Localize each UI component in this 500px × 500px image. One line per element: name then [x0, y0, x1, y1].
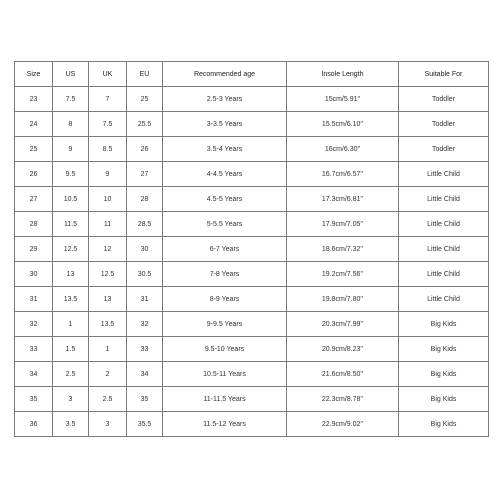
cell-insole-length: 19.8cm/7.80'' [287, 287, 399, 312]
cell-insole-length: 21.6cm/8.50'' [287, 362, 399, 387]
table-row [15, 137, 489, 162]
cell-eu: 28.5 [127, 212, 163, 237]
cell-eu: 26 [127, 137, 163, 162]
cell-us: 11.5 [53, 212, 89, 237]
cell-us: 9 [53, 137, 89, 162]
cell-recommended-age: 11.5-12 Years [163, 412, 287, 437]
cell-recommended-age: 3.5-4 Years [163, 137, 287, 162]
cell-us: 3 [53, 387, 89, 412]
cell-size: 34 [15, 362, 53, 387]
cell-size: 25 [15, 137, 53, 162]
table-row [15, 337, 489, 362]
cell-insole-length: 15cm/5.91'' [287, 87, 399, 112]
cell-eu: 32 [127, 312, 163, 337]
cell-insole-length: 17.3cm/6.81'' [287, 187, 399, 212]
cell-size: 31 [15, 287, 53, 312]
cell-suitable-for: Toddler [399, 112, 489, 137]
table-row [15, 237, 489, 262]
cell-insole-length: 20.9cm/8.23'' [287, 337, 399, 362]
cell-insole-length: 19.2cm/7.56'' [287, 262, 399, 287]
cell-suitable-for: Little Child [399, 212, 489, 237]
cell-size: 29 [15, 237, 53, 262]
cell-uk: 7.5 [89, 112, 127, 137]
cell-suitable-for: Big Kids [399, 387, 489, 412]
cell-uk: 11 [89, 212, 127, 237]
cell-uk: 1 [89, 337, 127, 362]
cell-uk: 9 [89, 162, 127, 187]
cell-insole-length: 20.3cm/7.99'' [287, 312, 399, 337]
cell-eu: 31 [127, 287, 163, 312]
cell-suitable-for: Big Kids [399, 412, 489, 437]
column-header-suitable-for: Suitable For [399, 62, 489, 87]
cell-recommended-age: 8-9 Years [163, 287, 287, 312]
cell-recommended-age: 2.5-3 Years [163, 87, 287, 112]
cell-suitable-for: Little Child [399, 187, 489, 212]
cell-uk: 3 [89, 412, 127, 437]
cell-uk: 2 [89, 362, 127, 387]
table-row [15, 412, 489, 437]
column-header-eu: EU [127, 62, 163, 87]
cell-size: 26 [15, 162, 53, 187]
cell-size: 32 [15, 312, 53, 337]
cell-uk: 8.5 [89, 137, 127, 162]
cell-recommended-age: 7-8 Years [163, 262, 287, 287]
cell-eu: 30 [127, 237, 163, 262]
table-row [15, 187, 489, 212]
cell-recommended-age: 11-11.5 Years [163, 387, 287, 412]
cell-us: 10.5 [53, 187, 89, 212]
cell-us: 1.5 [53, 337, 89, 362]
cell-recommended-age: 6-7 Years [163, 237, 287, 262]
cell-size: 24 [15, 112, 53, 137]
cell-recommended-age: 4.5-5 Years [163, 187, 287, 212]
column-header-recommended-age: Recommended age [163, 62, 287, 87]
cell-eu: 33 [127, 337, 163, 362]
cell-eu: 25.5 [127, 112, 163, 137]
table-row [15, 87, 489, 112]
cell-eu: 35 [127, 387, 163, 412]
table-row [15, 212, 489, 237]
cell-recommended-age: 5-5.5 Years [163, 212, 287, 237]
cell-size: 33 [15, 337, 53, 362]
cell-suitable-for: Big Kids [399, 312, 489, 337]
table-body [15, 87, 489, 437]
cell-insole-length: 17.9cm/7.05'' [287, 212, 399, 237]
cell-insole-length: 16cm/6.30'' [287, 137, 399, 162]
cell-uk: 7 [89, 87, 127, 112]
cell-uk: 12 [89, 237, 127, 262]
table-row [15, 362, 489, 387]
cell-eu: 34 [127, 362, 163, 387]
table-row [15, 262, 489, 287]
table-row [15, 162, 489, 187]
cell-us: 9.5 [53, 162, 89, 187]
table-header-row [15, 62, 489, 87]
cell-us: 13 [53, 262, 89, 287]
cell-us: 7.5 [53, 87, 89, 112]
cell-suitable-for: Big Kids [399, 362, 489, 387]
cell-size: 28 [15, 212, 53, 237]
cell-eu: 28 [127, 187, 163, 212]
column-header-uk: UK [89, 62, 127, 87]
cell-eu: 25 [127, 87, 163, 112]
cell-eu: 35.5 [127, 412, 163, 437]
cell-size: 23 [15, 87, 53, 112]
cell-size: 36 [15, 412, 53, 437]
cell-suitable-for: Little Child [399, 162, 489, 187]
cell-size: 30 [15, 262, 53, 287]
cell-eu: 27 [127, 162, 163, 187]
table-row [15, 312, 489, 337]
column-header-us: US [53, 62, 89, 87]
cell-recommended-age: 9-9.5 Years [163, 312, 287, 337]
cell-us: 12.5 [53, 237, 89, 262]
size-chart-table [14, 61, 489, 437]
table-row [15, 287, 489, 312]
cell-suitable-for: Little Child [399, 237, 489, 262]
cell-size: 27 [15, 187, 53, 212]
cell-insole-length: 22.3cm/8.78'' [287, 387, 399, 412]
cell-suitable-for: Toddler [399, 87, 489, 112]
cell-uk: 2.5 [89, 387, 127, 412]
cell-us: 2.5 [53, 362, 89, 387]
cell-uk: 10 [89, 187, 127, 212]
cell-us: 13.5 [53, 287, 89, 312]
column-header-insole-length: Insole Length [287, 62, 399, 87]
cell-suitable-for: Little Child [399, 287, 489, 312]
cell-us: 8 [53, 112, 89, 137]
cell-insole-length: 16.7cm/6.57'' [287, 162, 399, 187]
cell-insole-length: 18.6cm/7.32'' [287, 237, 399, 262]
cell-suitable-for: Big Kids [399, 337, 489, 362]
cell-suitable-for: Toddler [399, 137, 489, 162]
column-header-size: Size [15, 62, 53, 87]
cell-us: 1 [53, 312, 89, 337]
cell-uk: 13.5 [89, 312, 127, 337]
cell-recommended-age: 10.5-11 Years [163, 362, 287, 387]
cell-recommended-age: 3-3.5 Years [163, 112, 287, 137]
cell-us: 3.5 [53, 412, 89, 437]
table-row [15, 387, 489, 412]
cell-eu: 30.5 [127, 262, 163, 287]
table-row [15, 112, 489, 137]
cell-recommended-age: 4-4.5 Years [163, 162, 287, 187]
cell-size: 35 [15, 387, 53, 412]
cell-uk: 12.5 [89, 262, 127, 287]
cell-recommended-age: 9.5-10 Years [163, 337, 287, 362]
cell-uk: 13 [89, 287, 127, 312]
cell-insole-length: 15.5cm/6.10'' [287, 112, 399, 137]
cell-suitable-for: Little Child [399, 262, 489, 287]
cell-insole-length: 22.9cm/9.02'' [287, 412, 399, 437]
